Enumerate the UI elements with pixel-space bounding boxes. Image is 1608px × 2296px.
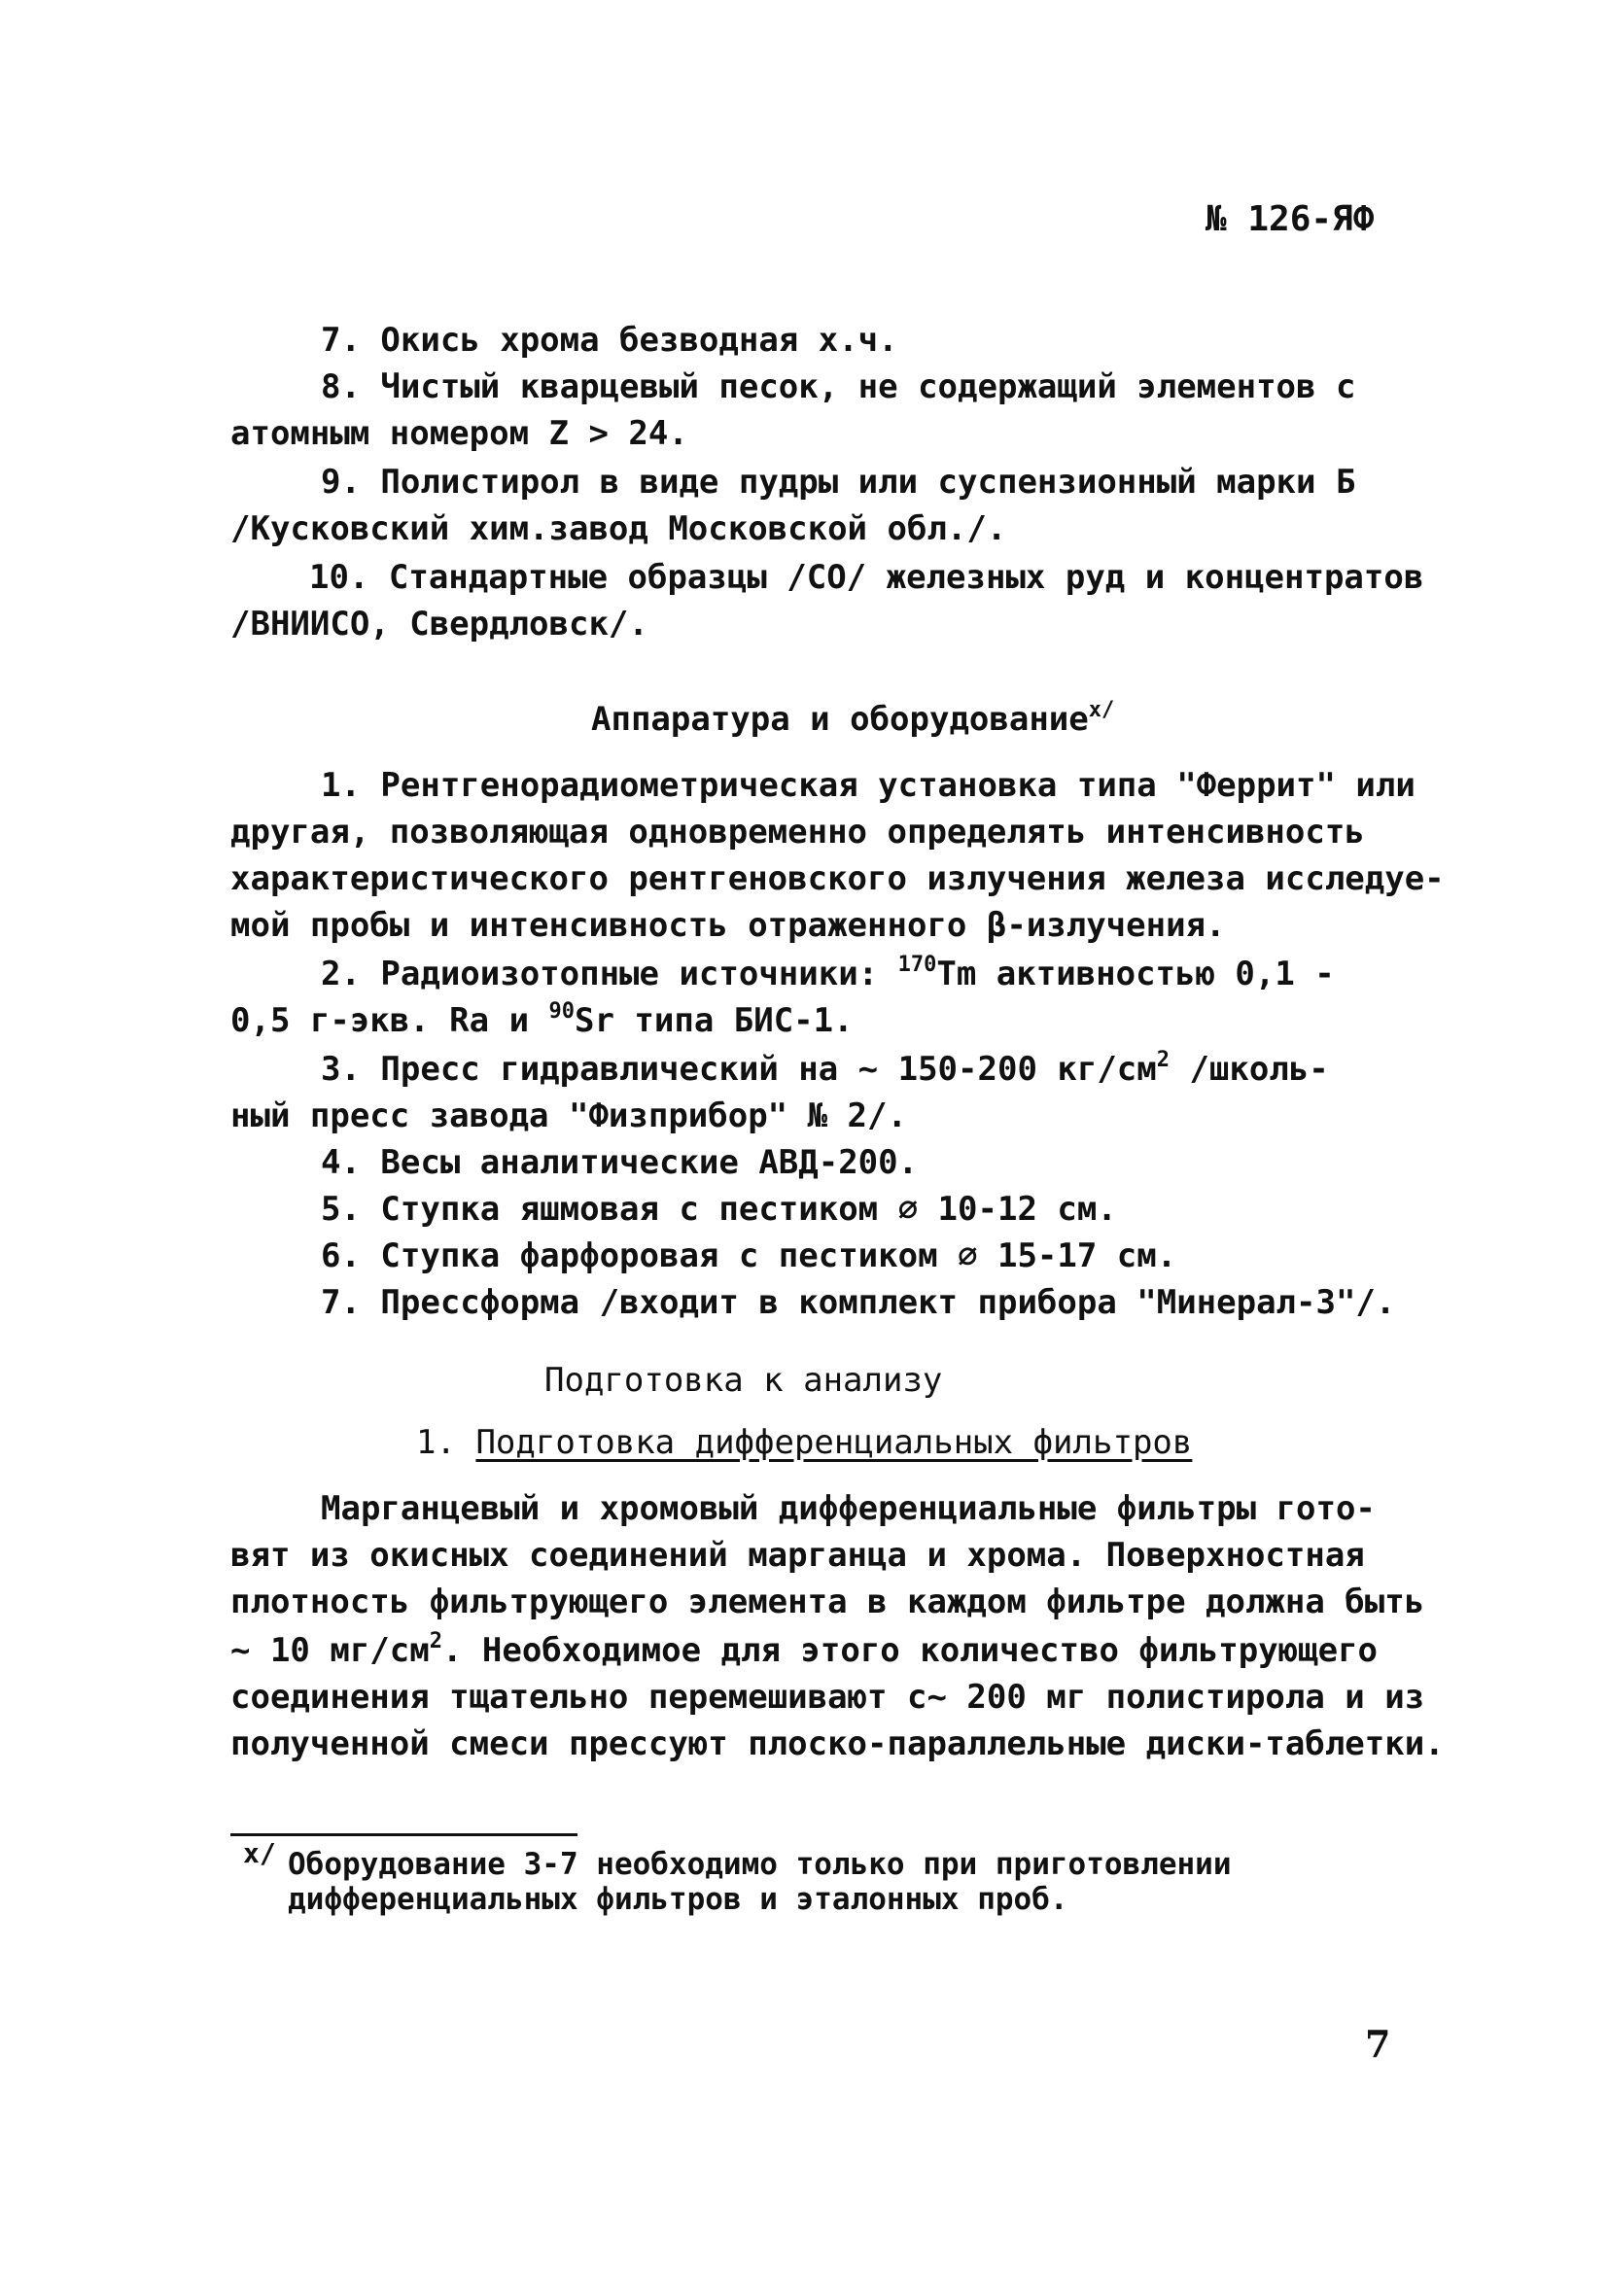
apparatus-item-2-cont [230, 999, 854, 1042]
subsection-number: 1. [416, 1423, 456, 1462]
apparatus-item-2-text: 0,5 г-экв. Ra и [230, 1001, 549, 1040]
apparatus-item-2-text: Sr типа БИС-1. [575, 1001, 854, 1040]
paragraph-text: . Необходимое для этого количество фильтрующего [441, 1631, 1379, 1670]
section-heading-preparation: Подготовка к анализу [544, 1361, 943, 1400]
paragraph-line: соединения тщательно перемешивают с~ 200 мг полистирола и из [230, 1678, 1425, 1717]
apparatus-item-1-cont: мой пробы и интенсивность отраженного β-излучения. [230, 906, 1226, 945]
apparatus-item-6: 6. Ступка фарфоровая с пестиком ∅ 15-17 см. [321, 1236, 1177, 1275]
apparatus-item-5: 5. Ступка яшмовая с пестиком ∅ 10-12 см. [321, 1190, 1117, 1229]
apparatus-item-2-text: 2. Радиоизотопные источники: [321, 955, 898, 993]
reagent-item-8-cont: атомным номером Z > 24. [230, 414, 688, 453]
apparatus-item-4: 4. Весы аналитические АВД-200. [321, 1143, 919, 1182]
page-number: 7 [1365, 2022, 1391, 2066]
apparatus-item-2-text: Tm активностью 0,1 - [936, 955, 1335, 993]
paragraph-text: ~ 10 мг/см [230, 1631, 430, 1670]
apparatus-item-1-cont: характеристического рентгеновского излучения железа исследуе- [230, 859, 1445, 898]
reagent-item-10: 10. Стандартные образцы /СО/ железных руд и концентратов [309, 558, 1424, 597]
apparatus-item-3-cont: ный пресс завода "Физприбор" № 2/. [230, 1096, 907, 1135]
reagent-item-9: 9. Полистирол в виде пудры или суспензионный марки Б [321, 463, 1356, 502]
unit-exponent: 2 [429, 1629, 442, 1653]
apparatus-item-1-cont: другая, позволяющая одновременно определять интенсивность [230, 813, 1365, 852]
footnote-rule [230, 1833, 577, 1836]
apparatus-item-1: 1. Рентгенорадиометрическая установка типа "Феррит" или [321, 766, 1416, 805]
apparatus-item-3-text: /школь- [1169, 1050, 1329, 1089]
apparatus-item-7: 7. Прессформа /входит в комплект прибора "Минерал-3"/. [321, 1283, 1396, 1322]
footnote-mark: х/ [243, 1837, 276, 1869]
section-heading-apparatus [591, 698, 1114, 741]
paragraph-line [230, 1629, 1378, 1672]
apparatus-item-3-text: 3. Пресс гидравлический на ~ 150-200 кг/см [321, 1050, 1157, 1089]
reagent-item-7: 7. Окись хрома безводная х.ч. [321, 321, 898, 360]
paragraph-line: плотность фильтрующего элемента в каждом фильтре должна быть [230, 1583, 1425, 1621]
document-number: № 126-ЯФ [1206, 199, 1375, 239]
subsection-title: Подготовка дифференциальных фильтров [475, 1423, 1193, 1462]
unit-exponent: 2 [1156, 1048, 1170, 1072]
reagent-item-9-cont: /Кусковский хим.завод Московской обл./. [230, 509, 1007, 548]
isotope-mass-number: 170 [897, 953, 937, 977]
reagent-item-8: 8. Чистый кварцевый песок, не содержащий элементов с [321, 367, 1356, 406]
subsection-heading [416, 1421, 1192, 1464]
apparatus-heading-text: Аппаратура и оборудование [591, 700, 1089, 739]
paragraph-line: полученной смеси прессуют плоско-параллельные диски-таблетки. [230, 1724, 1445, 1763]
apparatus-item-2 [321, 953, 1335, 995]
paragraph-line: вят из окисных соединений марганца и хрома. Поверхностная [230, 1536, 1365, 1575]
reagent-item-10-cont: /ВНИИСО, Свердловск/. [230, 605, 648, 644]
apparatus-item-3 [321, 1048, 1329, 1091]
footnote-reference-mark: х/ [1088, 698, 1115, 722]
footnote-line: дифференциальных фильтров и эталонных проб. [288, 1882, 1068, 1917]
footnote-line: Оборудование 3-7 необходимо только при приготовлении [288, 1847, 1232, 1882]
isotope-mass-number: 90 [548, 999, 576, 1024]
paragraph-line: Марганцевый и хромовый дифференциальные фильтры гото- [321, 1489, 1376, 1528]
